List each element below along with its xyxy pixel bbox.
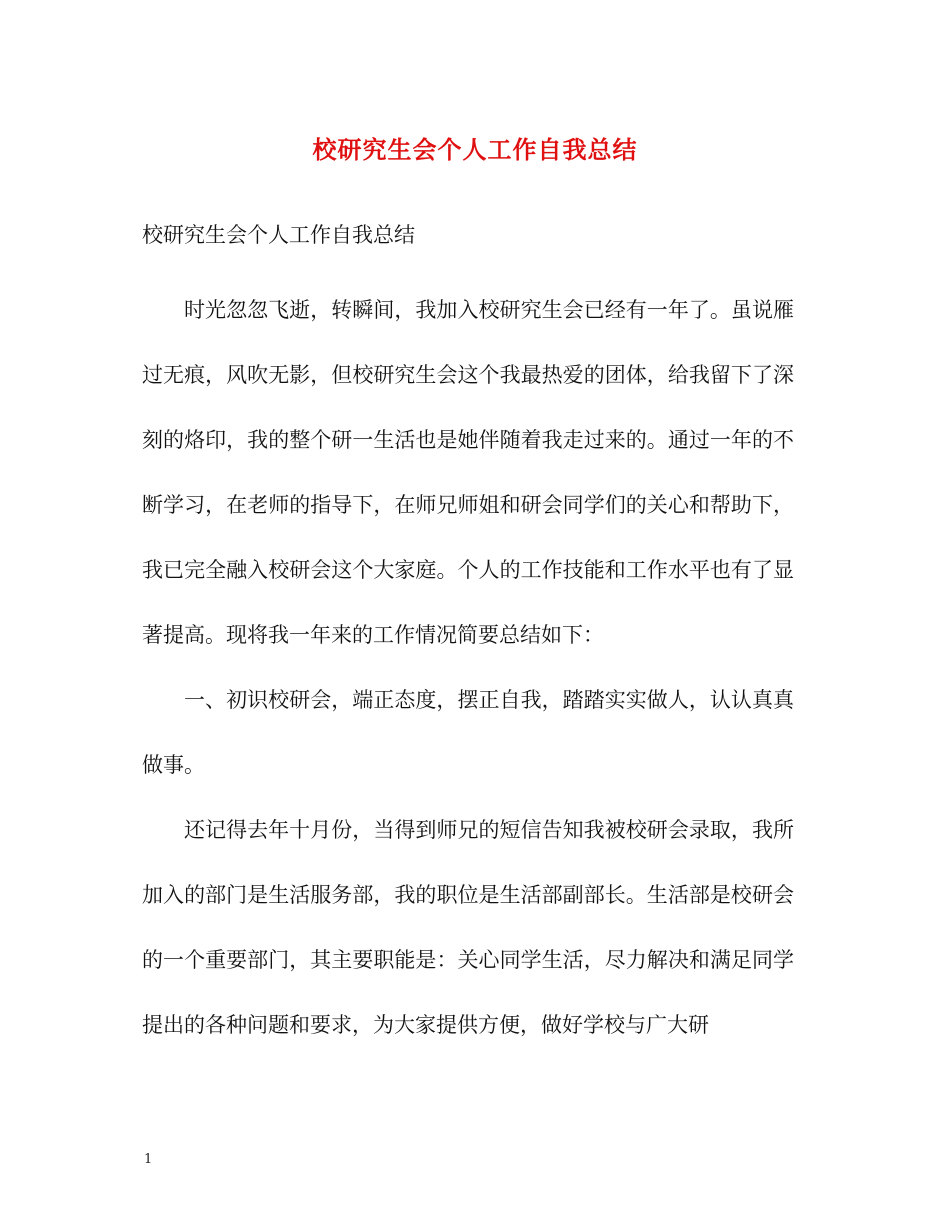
paragraph-section-heading: 一、初识校研会，端正态度，摆正自我，踏踏实实做人，认认真真做事。 <box>142 688 794 777</box>
document-subtitle: 校研究生会个人工作自我总结 <box>142 223 415 247</box>
document-body <box>142 215 794 1058</box>
page-number: 1 <box>144 1152 153 1167</box>
document-title: 校研究生会个人工作自我总结 <box>312 135 638 164</box>
paragraph-story: 还记得去年十月份，当得到师兄的短信告知我被校研会录取，我所加入的部门是生活服务部，我的职位是生活部副部长。生活部是校研会的一个重要部门，其主要职能是：关心同学生活，尽力解决和满足同学提出的各种问题和要求，为大家提供方便，做好学校与广大研 <box>142 818 794 1037</box>
paragraph-intro: 时光忽忽飞逝，转瞬间，我加入校研究生会已经有一年了。虽说雁过无痕，风吹无影，但校研究生会这个我最热爱的团体，给我留下了深刻的烙印，我的整个研一生活也是她伴随着我走过来的。通过一年的不断学习，在老师的指导下，在师兄师姐和研会同学们的关心和帮助下，我已完全融入校研会这个大家庭。个人的工作技能和工作水平也有了显著提高。现将我一年来的工作情况简要总结如下： <box>142 298 794 647</box>
